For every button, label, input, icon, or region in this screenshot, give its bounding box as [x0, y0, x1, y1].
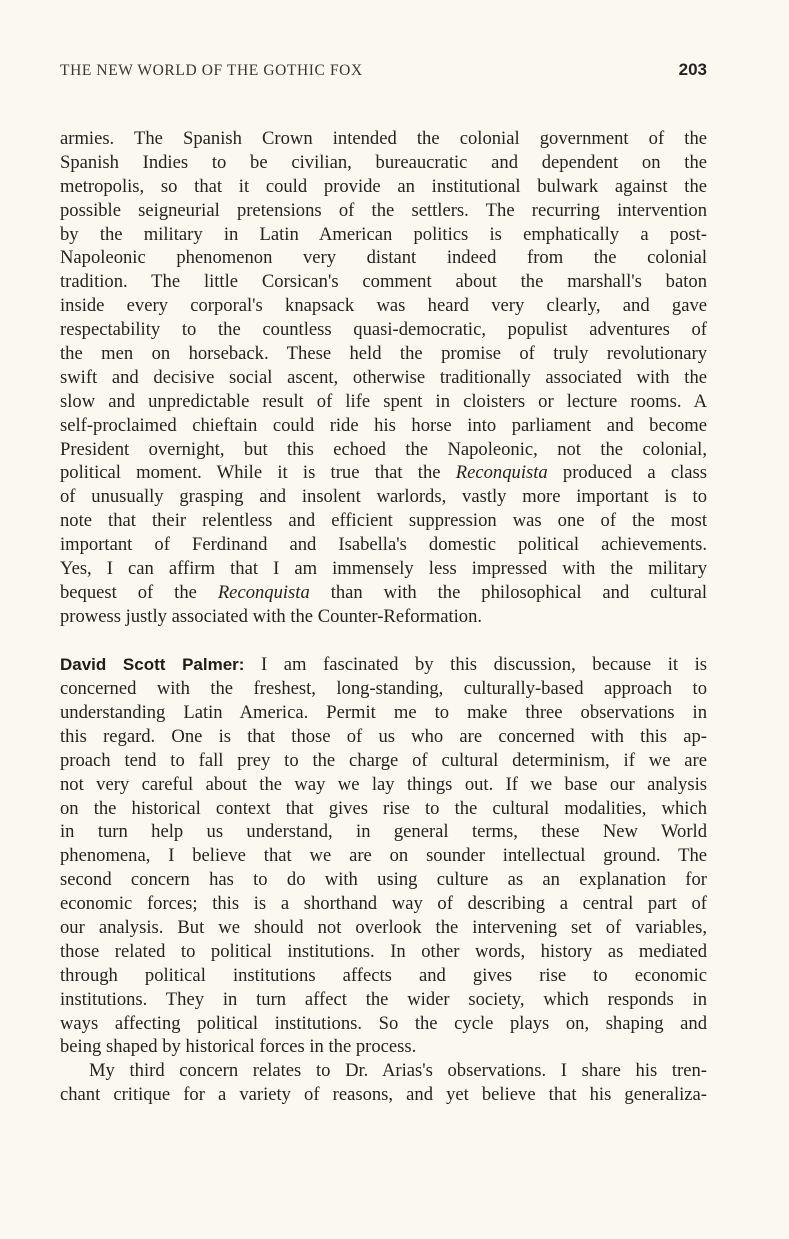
- text-line: important of Ferdinand and Isabella's domestic political achievements.: [60, 534, 707, 556]
- page-number: 203: [678, 60, 707, 79]
- text-line: of unusually grasping and insolent warlords, vastly more important is to: [60, 486, 707, 508]
- text-segment: produced a class: [547, 462, 707, 484]
- text-line: [60, 461, 707, 485]
- text-line: institutions. They in turn affect the wider society, which responds in: [60, 988, 707, 1010]
- text-line: Spanish Indies to be civilian, bureaucratic and dependent on the: [60, 151, 707, 173]
- text-line: respectability to the countless quasi-democratic, populist adventures of: [60, 319, 707, 341]
- body-text: [60, 127, 707, 1107]
- paragraph-2: [60, 653, 707, 1059]
- text-line: not very careful about the way we lay things out. If we base our analysis: [60, 773, 707, 795]
- paragraph-3: [60, 1059, 707, 1107]
- text-line: armies. The Spanish Crown intended the colonial government of the: [60, 128, 707, 149]
- text-line: self-proclaimed chieftain could ride his horse into parliament and become: [60, 414, 707, 436]
- text-segment: bequest of the: [60, 581, 218, 603]
- text-line: on the historical context that gives rise to the cultural modalities, which: [60, 797, 707, 819]
- text-line: possible seigneurial pretensions of the settlers. The recurring intervention: [60, 199, 707, 221]
- text-line: prowess justly associated with the Counter-Reformation.: [60, 605, 483, 627]
- italic-term: Reconquista: [455, 462, 548, 484]
- text-line: our analysis. But we should not overlook the intervening set of variables,: [60, 917, 707, 938]
- text-line: Napoleonic phenomenon very distant indeed from the colonial: [60, 247, 707, 269]
- text-line: this regard. One is that those of us who are concerned with this ap-: [60, 725, 707, 747]
- speaker-name: David Scott Palmer:: [60, 655, 245, 675]
- italic-term: Reconquista: [217, 581, 310, 603]
- text-line: by the military in Latin American politics is emphatically a post-: [60, 223, 707, 245]
- text-line: being shaped by historical forces in the process.: [60, 1036, 417, 1058]
- text-line: inside every corporal's knapsack was heard very clearly, and gave: [60, 295, 707, 317]
- text-line: ways affecting political institutions. So the cycle plays on, shaping and: [60, 1012, 707, 1034]
- text-line: Yes, I can affirm that I am immensely less impressed with the military: [60, 558, 707, 580]
- text-line: chant critique for a variety of reasons, and yet believe that his generaliza-: [60, 1084, 707, 1106]
- text-line: [60, 653, 707, 677]
- paragraph-1: [60, 127, 707, 629]
- text-segment: political moment. While it is true that the: [60, 462, 456, 484]
- text-segment: than with the philosophical and cultural: [309, 581, 707, 603]
- text-line: second concern has to do with using culture as an explanation for: [60, 869, 707, 891]
- text-line: proach tend to fall prey to the charge of cultural determinism, if we are: [60, 749, 707, 771]
- text-line: phenomena, I believe that we are on sounder intellectual ground. The: [60, 845, 707, 867]
- text-line: [60, 581, 707, 605]
- text-line: economic forces; this is a shorthand way of describing a central part of: [60, 893, 707, 915]
- text-line: understanding Latin America. Permit me to make three observations in: [60, 701, 707, 723]
- text-line: swift and decisive social ascent, otherwise traditionally associated with the: [60, 366, 707, 388]
- text-segment: I am fascinated by this discussion, because it is: [244, 654, 707, 676]
- text-line: the men on horseback. These held the promise of truly revolutionary: [60, 343, 707, 365]
- text-line: slow and unpredictable result of life spent in cloisters or lecture rooms. A: [60, 390, 707, 412]
- text-line: through political institutions affects and gives rise to economic: [60, 964, 707, 986]
- text-line: tradition. The little Corsican's comment about the marshall's baton: [60, 271, 707, 293]
- text-line: in turn help us understand, in general terms, these New World: [60, 821, 707, 843]
- text-line: metropolis, so that it could provide an institutional bulwark against the: [60, 175, 707, 197]
- text-line: note that their relentless and efficient suppression was one of the most: [60, 510, 707, 532]
- running-title: THE NEW WORLD OF THE GOTHIC FOX: [60, 62, 363, 79]
- paragraph-spacer: [60, 629, 707, 654]
- text-line: My third concern relates to Dr. Arias's observations. I share his tren-: [89, 1060, 707, 1082]
- running-header: [60, 60, 707, 80]
- text-line: those related to political institutions. In other words, history as mediated: [60, 940, 707, 962]
- text-line: concerned with the freshest, long-standing, culturally-based approach to: [60, 678, 707, 700]
- text-line: President overnight, but this echoed the Napoleonic, not the colonial,: [60, 438, 707, 460]
